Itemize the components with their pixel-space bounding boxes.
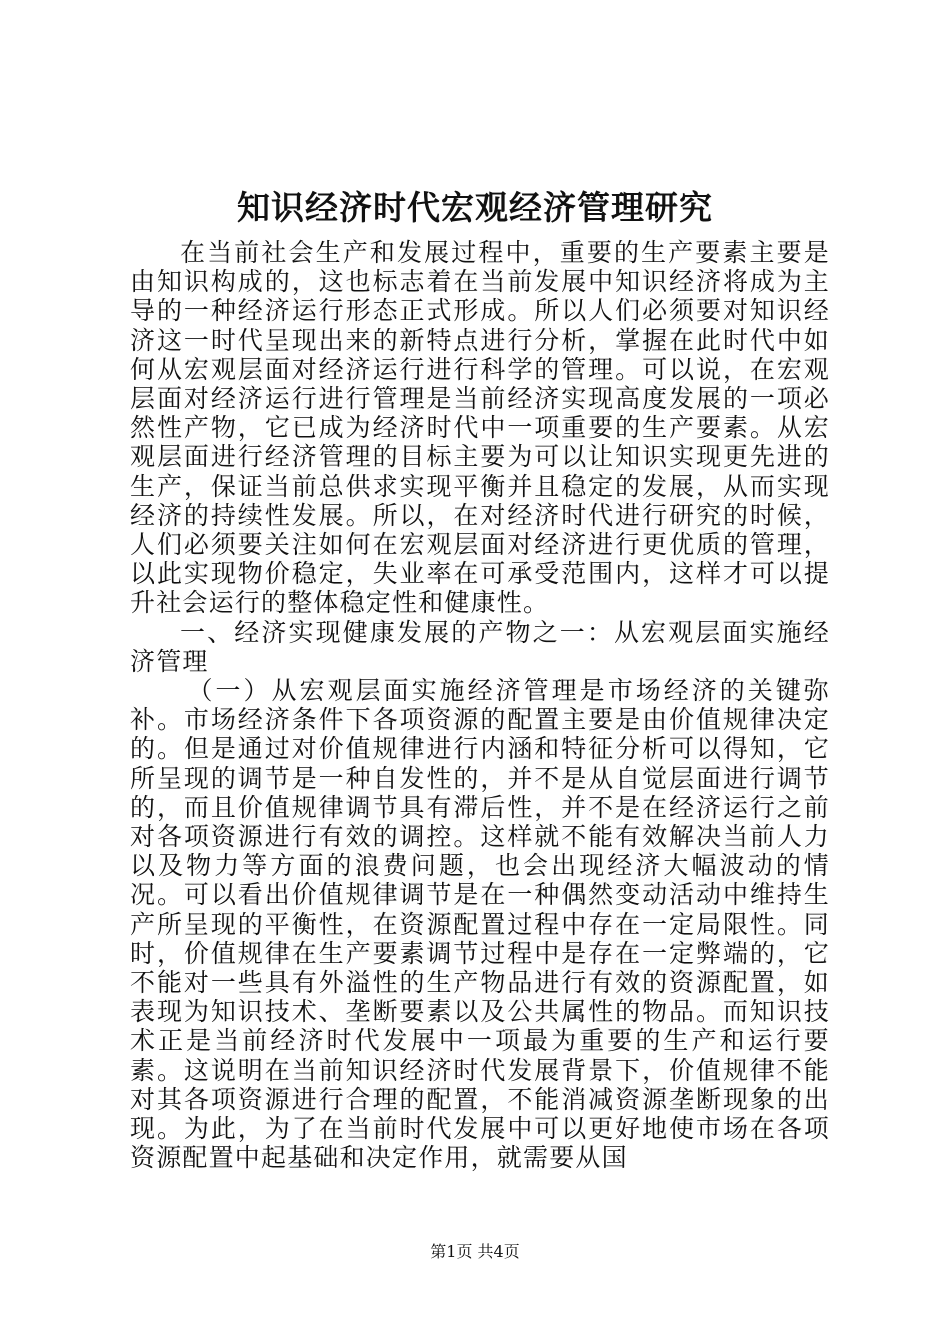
page-footer: 第1页 共4页 [430, 1242, 520, 1261]
subsection-paragraph-1: （一）从宏观层面实施经济管理是市场经济的关键弥补。市场经济条件下各项资源的配置主要是由价值规律决定的。但是通过对价值规律进行内涵和特征分析可以得知，它所呈现的调节是一种自发性的，并不是从自觉层面进行调节的，而且价值规律调节具有滞后性，并不是在经济运行之前对各项资源进行有效的调控。这样就不能有效解决当前人力以及物力等方面的浪费问题，也会出现经济大幅波动的情况。可以看出价值规律调节是在一种偶然变动活动中维持生产所呈现的平衡性，在资源配置过程中存在一定局限性。同时，价值规律在生产要素调节过程中是存在一定弊端的，它不能对一些具有外溢性的生产物品进行有效的资源配置，如表现为知识技术、垄断要素以及公共属性的物品。而知识技术正是当前经济时代发展中一项最为重要的生产和运行要素。这说明在当前知识经济时代发展背景下，价值规律不能对其各项资源进行合理的配置，不能消减资源垄断现象的出现。为此，为了在当前时代发展中可以更好地使市场在各项资源配置中起基础和决定作用，就需要从国 [130, 676, 830, 1173]
document-body [130, 238, 830, 1173]
document-title: 知识经济时代宏观经济管理研究 [237, 188, 713, 227]
section-heading-1: 一、经济实现健康发展的产物之一：从宏观层面实施经济管理 [130, 617, 830, 676]
intro-paragraph: 在当前社会生产和发展过程中，重要的生产要素主要是由知识构成的，这也标志着在当前发展中知识经济将成为主导的一种经济运行形态正式形成。所以人们必须要对知识经济这一时代呈现出来的新特点进行分析，掌握在此时代中如何从宏观层面对经济运行进行科学的管理。可以说，在宏观层面对经济运行进行管理是当前经济实现高度发展的一项必然性产物，它已成为经济时代中一项重要的生产要素。从宏观层面进行经济管理的目标主要为可以让知识实现更先进的生产，保证当前总供求实现平衡并且稳定的发展，从而实现经济的持续性发展。所以，在对经济时代进行研究的时候，人们必须要关注如何在宏观层面对经济进行更优质的管理，以此实现物价稳定，失业率在可承受范围内，这样才可以提升社会运行的整体稳定性和健康性。 [130, 238, 830, 618]
